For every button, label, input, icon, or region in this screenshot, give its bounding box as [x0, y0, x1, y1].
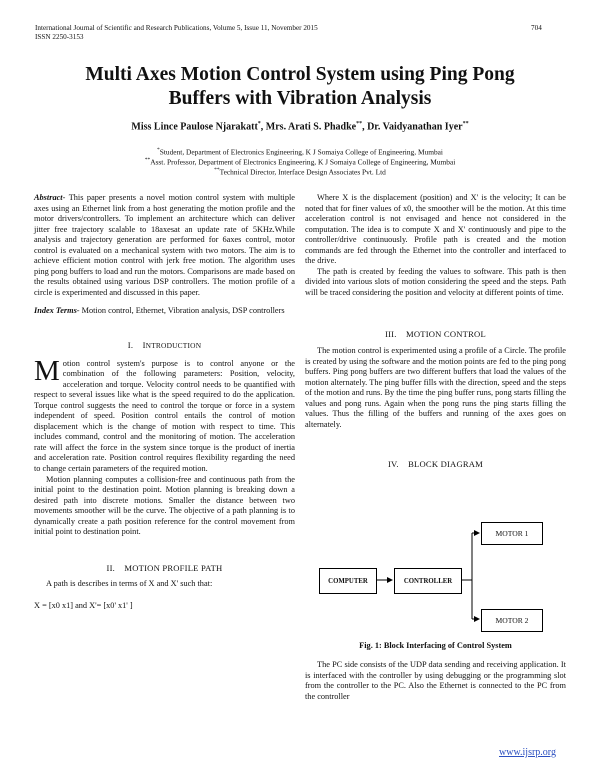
author-2-mark: ** — [356, 121, 363, 127]
affiliation-3-text: Technical Director, Interface Design Associates Pvt. Ltd — [219, 167, 386, 177]
section-1-para-1-text: otion control system's purpose is to control anyone or the combination of the following parameters: Position, velocity, acceleration and torque. Velocity control needs to be quantified with respect to several issues like what is the speed required to do the application. Torque control suggests the need to control the torque or force in a system independent of speed. Position control entails the control of motion displacement which is the change of motion with respect to time. This includes command, control and the monitoring of motion. The acceleration rate will affect the force in the system since torque is the product of inertia and acceleration rate. Position control requires flexibility regarding the need to change certain parameters of the required motion. — [34, 358, 295, 474]
block-motor-1: MOTOR 1 — [481, 522, 543, 545]
journal-website-link[interactable]: www.ijsrp.org — [499, 747, 556, 758]
page-number: 704 — [531, 24, 542, 32]
equation: X = [x0 x1] and X'= [x0' x1' ] — [34, 600, 133, 610]
section-4-title: BLOCK DIAGRAM — [408, 459, 484, 470]
section-4-para-1: The PC side consists of the UDP data sending and receiving application. It is interfaced with the controller by using debugging or the programming slot from the controller to the PC. Also the Ethernet is connected to the PC from the controller — [305, 660, 566, 701]
section-1-title-rest: NTRODUCTION — [145, 341, 202, 351]
affiliation-3 — [0, 166, 600, 177]
right-para-1: Where X is the displacement (position) and X' is the velocity; It can be noted that for finer values of x0, the smoother will be the motion. At this time acceleration control is not envisaged and hence not considered in the computation. The idea is to compute X and X' continuously and pipe to the controller/drive continuously. Profile path is created and the motion commands are fed through the Ethernet into the controller and interfaced to the drive. — [305, 193, 566, 266]
section-3-title: MOTION CONTROL — [406, 329, 486, 340]
section-4-heading — [305, 459, 566, 470]
author-list — [0, 121, 600, 132]
title-line-1: Multi Axes Motion Control System using Ping Pong — [85, 64, 515, 85]
journal-header — [35, 24, 318, 42]
author-sep-2: , — [362, 121, 368, 133]
section-1-heading — [34, 340, 295, 352]
section-2-numeral: II. — [106, 562, 116, 573]
block-motor-2: MOTOR 2 — [481, 609, 543, 632]
paper-title — [0, 63, 600, 111]
section-1-numeral: I. — [127, 340, 134, 351]
right-para-2: The path is created by feeding the values to software. This path is then divided into various slots of motion considering the speed and the steps. Path will be traced considering the position and velocity at different points of time. — [305, 266, 566, 297]
abstract-text: This paper presents a novel motion control system with multiple axes using an Ethernet link from a host generating the motion profile and the motor drivers/controllers. To implement an architecture which can deliver jitter free trajectory scalable to 18axesat an update rate of 5KHz.While analysis and trajectory generation are performed for 6axes control, motor control is evaluated on a mechanical system with two motors. The aim is to achieve efficient motion control with jerk free motion. The algorithm uses ping pong buffers to load and run the motors. Comparisons are made based on the results obtained using various DSP controllers. The motion profile of a circle is experimented and discussed in this paper. — [34, 193, 295, 297]
section-1-para-2: Motion planning computes a collision-free and continuous path from the initial point to the destination point. Motion planning is breaking down a desired path into discrete motions. Smaller the distance between two movements smoother will be the curve. The objective of a path planning is to dynamically create a path position reference for the control movement from initial point to destination point. — [34, 474, 295, 537]
author-2: Mrs. Arati S. Phadke — [265, 121, 357, 133]
index-terms-text: - Motion control, Ethernet, Vibration analysis, DSP controllers — [76, 306, 285, 316]
section-4-body — [305, 660, 566, 702]
affiliation-1-text: Student, Department of Electronics Engineering, K J Somaiya College of Engineering, Mumbai — [159, 147, 443, 157]
issn: ISSN 2250-3153 — [35, 33, 84, 41]
abstract — [34, 193, 295, 298]
section-2-title: MOTION PROFILE PATH — [124, 562, 223, 573]
footer — [499, 742, 556, 760]
section-4-numeral: IV. — [387, 459, 399, 470]
section-2-para-1: A path is describes in terms of X and X' such that: — [46, 579, 213, 589]
block-diagram — [305, 512, 566, 632]
section-3-para-1: The motion control is experimented using a profile of a Circle. The profile is created by using the software and the motion points are fed to the ping pong buffers. Ping pong buffers are two different buffers that load the values of the motion alternately. The ping buffer fills with the direction, speed and the steps of the motion and runs. By the time the ping buffer runs, pong starts filling the values and pong runs. Again when the pong runs the ping starts filling the values. Thus the filling of the buffers and running of the axes goes on alternately. — [305, 346, 566, 429]
index-terms — [34, 306, 295, 317]
section-3-numeral: III. — [385, 329, 397, 340]
affiliation-3-mark: ** — [214, 167, 220, 173]
author-1: Miss Lince Paulose Njarakatt — [131, 121, 258, 133]
journal-citation: International Journal of Scientific and Research Publications, Volume 5, Issue 11, November 2015 — [35, 24, 318, 32]
section-1-para-1 — [34, 354, 295, 475]
index-terms-label: Index Terms — [34, 306, 77, 316]
author-1-mark: * — [257, 121, 261, 127]
title-line-2: Buffers with Vibration Analysis — [168, 88, 432, 109]
affiliation-1-mark: * — [157, 147, 160, 153]
block-controller: CONTROLLER — [394, 568, 462, 594]
section-2-heading — [34, 563, 295, 574]
section-3-heading — [305, 329, 566, 340]
section-1-title-initial: I — [142, 340, 146, 351]
drop-cap: M — [34, 354, 60, 387]
left-column — [34, 193, 295, 612]
affiliation-2-mark: ** — [144, 157, 151, 163]
figure-caption: Fig. 1: Block Interfacing of Control System — [359, 641, 512, 650]
block-computer: COMPUTER — [319, 568, 377, 594]
right-column — [305, 193, 566, 470]
abstract-label: Abstract- — [34, 193, 66, 202]
affiliation-2-text: Asst. Professor, Department of Electronics Engineering, K J Somaiya College of Engineering, Mumbai — [150, 157, 456, 167]
author-3-mark: ** — [462, 121, 469, 127]
author-3: Dr. Vaidyanathan Iyer — [367, 121, 463, 133]
author-sep-1: , — [260, 121, 266, 133]
